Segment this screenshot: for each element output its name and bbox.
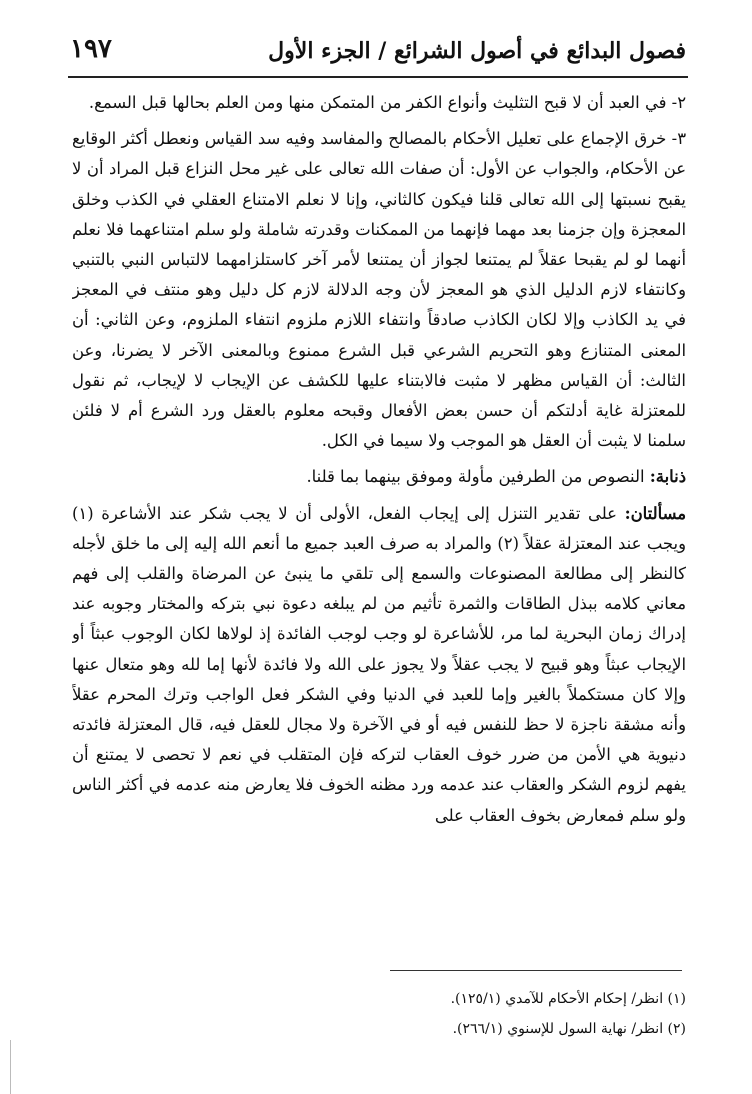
paragraph [72,88,686,118]
header-divider [68,76,688,78]
paragraph-text: النصوص من الطرفين مأولة وموفق بينهما بما قلنا. [306,467,650,487]
footnotes [200,984,686,1044]
paragraph-text: على تقدير التنزل إلى إيجاب الفعل، الأولى أن لا يجب شكر عند الأشاعرة (١) ويجب عند المعتزلة عقلاً (٢) والمراد به صرف العبد جميع ما أنعم الله إليه إلى ما خلق لأجله كالنظر إلى مطالعة المصنوعات والسمع إلى تلقي ما ينبئ عن المرضاة والقلب إلى فهم معاني كلامه ببذل الطاقات والثمرة تأثيم من لم يبلغه دعوة نبي بتركه والمختار وجوبه عند إدراك زمان البحرية لما مر، للأشاعرة لو وجب لوجب الفائدة إذ لولاها لكان الوجوب عبثاً أو الإيجاب عبثاً وهو قبيح لا يجب عقلاً ولا يجوز على الله ولا فائدة لأنها إما لله وهو متعال عنها وإلا كان مستكملاً بالغير وإما للعبد في الدنيا وفي الشكر فعل الواجب وترك المحرم عقلاً وأنه مشقة ناجزة لا حظ للنفس فيه أو في الآخرة ولا مجال للعقل فيه، قال المعتزلة فائدته دنيوية هي الأمن من ضرر خوف العقاب لتركه فإن المتقلب في نعم لا تحصى لا يمتنع أن يفهم لزوم الشكر والعقاب عند عدمه ورد مظنه الخوف فلا يعارض منه عدمه في أكثر الناس ولو سلم فمعارض بخوف العقاب على [72,503,686,825]
footnote-1: (١) انظر/ إحكام الأحكام للآمدي (١٢٥/١). [450,991,686,1007]
paragraph [72,499,686,831]
footnote-2: (٢) انظر/ نهاية السول للإسنوي (٢٦٦/١). [452,1021,686,1037]
scan-margin-line [10,1040,11,1094]
paragraph-lead: ذنابة: [649,467,686,487]
paragraph [72,462,686,492]
running-header [70,30,686,74]
paragraph [72,124,686,456]
paragraph-lead: مسألتان: [624,503,686,523]
book-title: فصول البدائع في أصول الشرائع / الجزء الأول [268,38,686,64]
paragraph-text: ٢- في العبد أن لا قبح التثليث وأنواع الكفر من المتمكن منها ومن العلم بحالها قبل السمع. [88,93,686,112]
footnote-divider [390,970,682,971]
page-number: ١٩٧ [70,34,112,64]
paragraph-text: ٣- خرق الإجماع على تعليل الأحكام بالمصالح والمفاسد وفيه سد القياس ونعطل أكثر الوقايع عن الأحكام، والجواب عن الأول: أن صفات الله تعالى على غير محل النزاع قبل المراد أن لا يقبح نسبتها إلى الله تعالى قلنا فيكون كالثاني، وإنا لا نعلم الامتناع العقلي في الكذب وخلق المعجزة وإن جزمنا بعد مهما فإنهما من الممكنات وقدرته شاملة ولو سلم امتناعهما فلا نعلم أنهما لو لم يقبحا عقلاً لم يمتنعا لجواز أن يمتنعا لأمر آخر كاستلزامهما لالتباس النبي بالتنبي وكانتفاء لازم الدليل الذي هو المعجز لأن وجه الدلالة لازم كل دليل وهو منتف في المعجز في يد الكاذب وإلا لكان الكاذب صادقاً وانتفاء اللازم ملزوم انتفاء الملزوم، وعن الثاني: أن المعنى المتنازع وهو التحريم الشرعي قبل الشرع ممنوع وبالمعنى الآخر لا يضرنا، وعن الثالث: أن القياس مظهر لا مثبت فالابتناء عليها للكشف عن الإيجاب لا لإيجاب، ثم نقول للمعتزلة غاية أدلتكم أن حسن بعض الأفعال وقبحه معلوم بالعقل ورد الشرع أم لا فلئن سلمنا لا يثبت أن العقل هو الموجب ولا سيما في الكل. [72,129,686,451]
main-text [72,88,686,960]
